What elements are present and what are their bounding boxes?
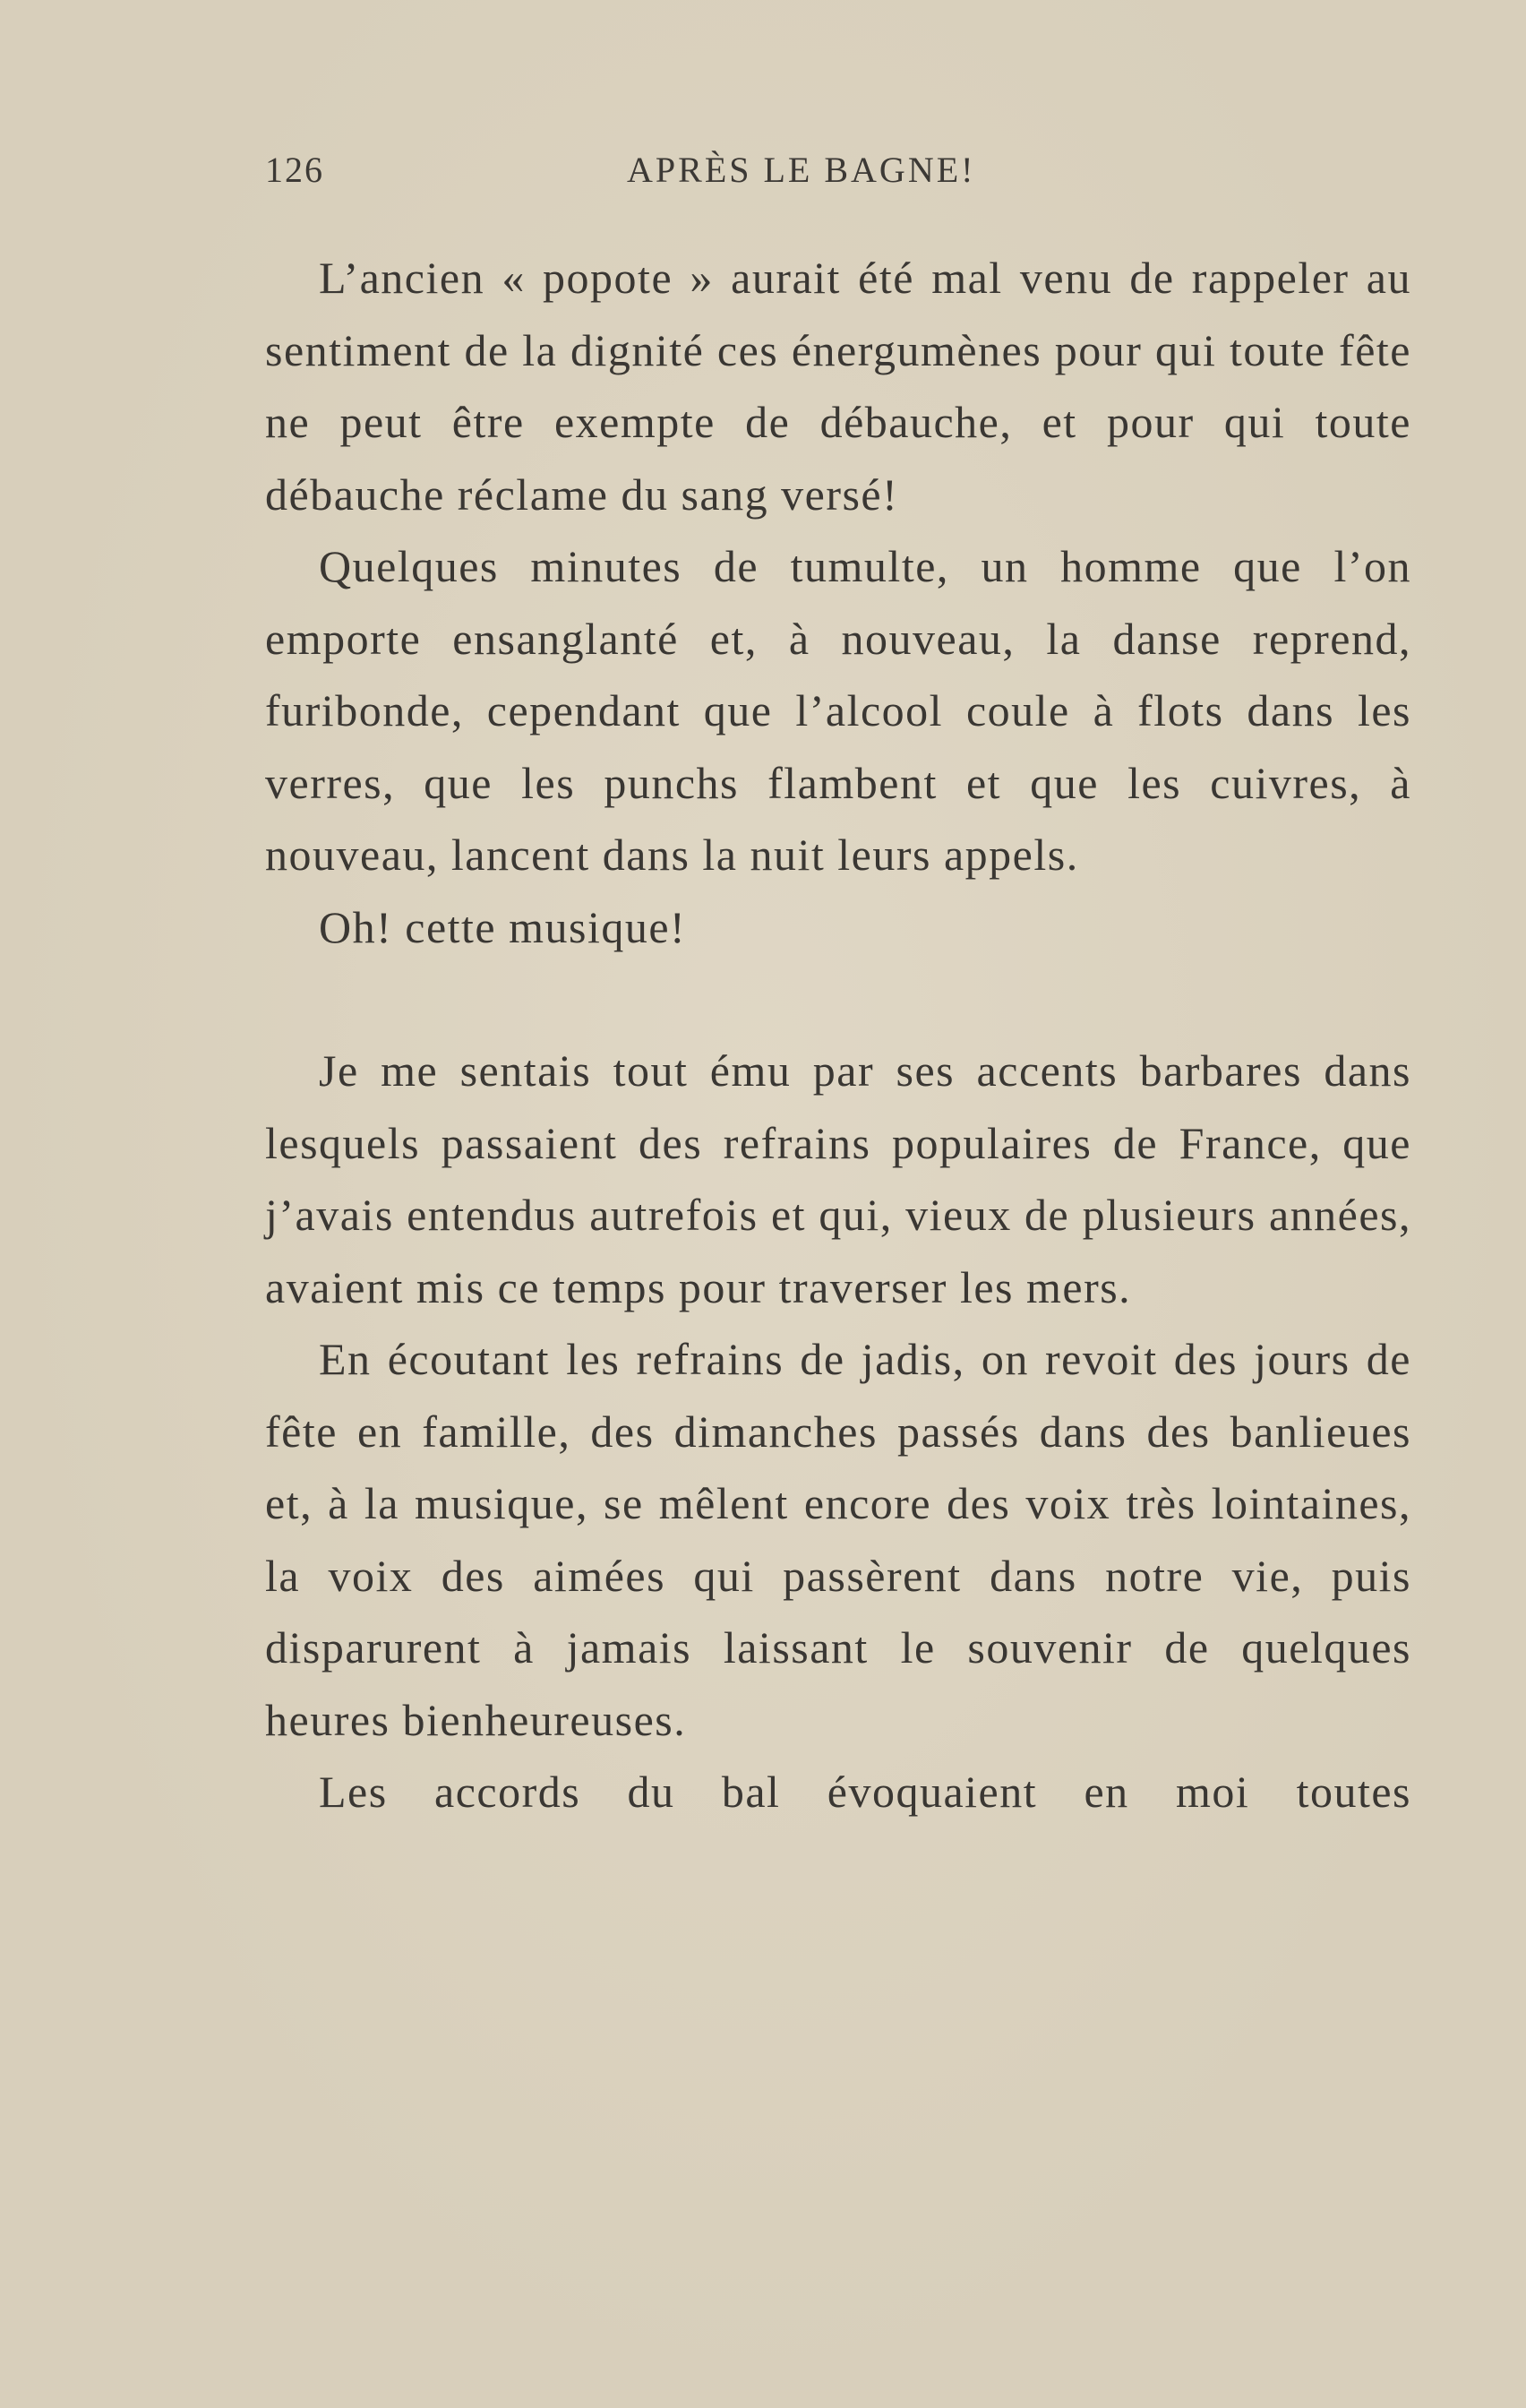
paragraph: L’ancien « popote » aurait été mal venu de rappeler au sentiment de la dignité ces énergumènes pour qui toute fête ne peut être exempte de débauche, et pour qui toute débauche réclame du sang versé! [265,253,1411,520]
page-header [265,149,1411,202]
page-number: 126 [265,150,324,190]
paragraph: Les accords du bal évoquaient en moi toutes [319,1767,1411,1817]
body-text [265,242,1411,1828]
paragraph: Oh! cette musique! [319,901,687,952]
running-title: APRÈS LE BAGNE! [627,150,976,190]
paragraph: Quelques minutes de tumulte, un homme que l’on emporte ensanglanté et, à nouveau, la danse reprend, furibonde, cependant que l’alcool coule à flots dans les verres, que les punchs flambent et que les cuivres, à nouveau, lancent dans la nuit leurs appels. [265,541,1411,880]
paragraph: En écoutant les refrains de jadis, on revoit des jours de fête en famille, des dimanches passés dans des banlieues et, à la musique, se mêlent encore des voix très lointaines, la voix des aimées qui passèrent dans notre vie, puis disparurent à jamais laissant le souvenir de quelques heures bienheureuses. [265,1334,1411,1745]
section-gap [265,963,1411,1035]
paragraph: Je me sentais tout ému par ses accents barbares dans lesquels passaient des refrains populaires de France, que j’avais entendus autrefois et qui, vieux de plusieurs années, avaient mis ce temps pour traverser les mers. [265,1045,1411,1312]
